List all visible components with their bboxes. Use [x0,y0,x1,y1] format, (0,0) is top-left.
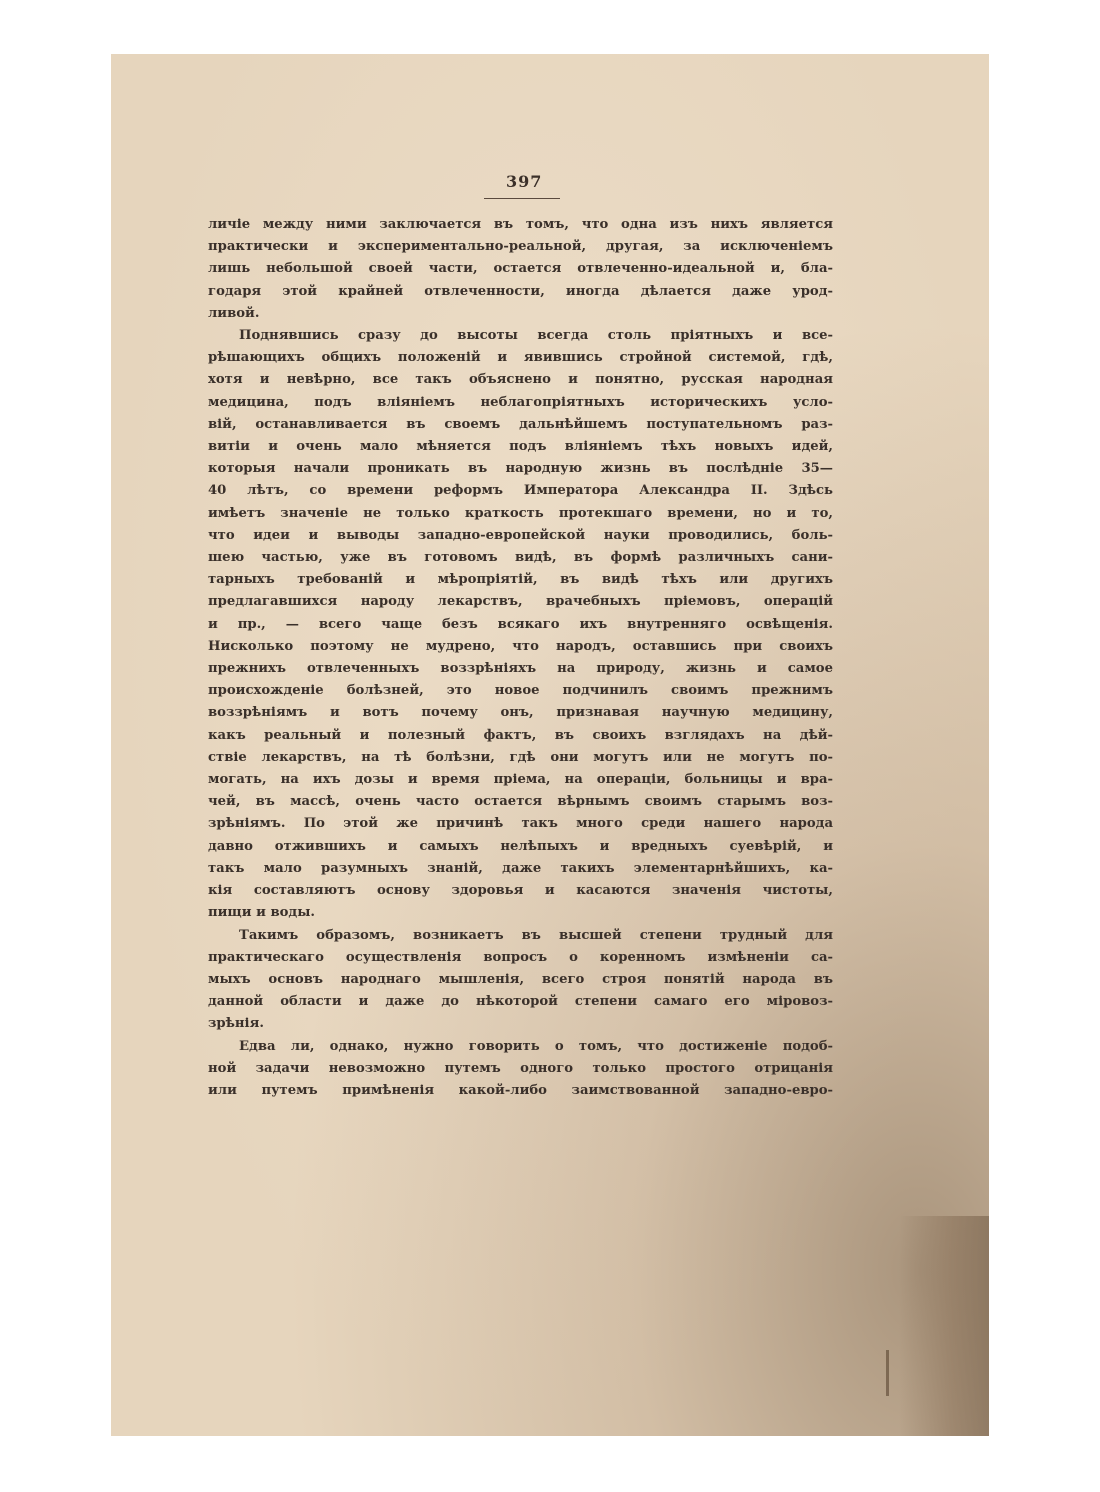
text-line: ствіе лекарствъ, на тѣ болѣзни, гдѣ они могутъ или не могутъ по- [208,749,833,765]
text-line: медицина, подъ вліяніемъ неблагопріятныхъ историческихъ усло- [208,394,833,410]
text-line: Едва ли, однако, нужно говорить о томъ, что достиженіе подоб- [239,1038,833,1054]
text-line: практическаго осуществленія вопросъ о коренномъ измѣненіи са- [208,949,833,965]
text-line: практически и экспериментально-реальной, другая, за исключеніемъ [208,239,833,255]
text-line: мыхъ основъ народнаго мышленія, всего строя понятій народа въ [208,971,833,987]
page-edge-mark [886,1350,889,1396]
text-line: давно отжившихъ и самыхъ нелѣпыхъ и вредныхъ суевѣрій, и [208,838,833,854]
text-line: тарныхъ требованій и мѣропріятій, въ видѣ тѣхъ или другихъ [208,572,833,588]
text-line: личіе между ними заключается въ томъ, что одна изъ нихъ является [208,217,833,232]
text-line: зрѣніямъ. По этой же причинѣ такъ много среди нашего народа [208,816,833,832]
text-line: витіи и очень мало мѣняется подъ вліяніемъ тѣхъ новыхъ идей, [208,439,833,455]
page-number: 397 [506,172,543,191]
body-text [208,214,833,1102]
text-line: данной области и даже до нѣкоторой степени самаго его міровоз- [208,994,833,1010]
text-line: ной задачи невозможно путемъ одного только простого отрицанія [208,1060,833,1076]
text-line: какъ реальный и полезный фактъ, въ своихъ взглядахъ на дѣй- [208,727,833,743]
text-line: воззрѣніямъ и вотъ почему онъ, признавая научную медицину, [208,705,833,721]
text-line: имѣетъ значеніе не только краткость протекшаго времени, но и то, [208,505,833,521]
text-line: ливой. [208,305,260,321]
text-line: прежнихъ отвлеченныхъ воззрѣніяхъ на природу, жизнь и самое [208,661,833,677]
scanned-page [111,54,989,1436]
text-line: предлагавшихся народу лекарствъ, врачебныхъ пріемовъ, операцій [208,594,833,610]
text-line: такъ мало разумныхъ знаній, даже такихъ элементарнѣйшихъ, ка- [208,860,833,876]
text-line: Такимъ образомъ, возникаетъ въ высшей степени трудный для [239,927,833,943]
text-line: вій, останавливается въ своемъ дальнѣйшемъ поступательномъ раз- [208,416,833,432]
text-line: или путемъ примѣненія какой-либо заимствованной западно-евро- [208,1082,833,1098]
text-line: чей, въ массѣ, очень часто остается вѣрнымъ своимъ старымъ воз- [208,794,833,810]
text-line: зрѣнія. [208,1016,264,1032]
text-line: лишь небольшой своей части, остается отвлеченно-идеальной и, бла- [208,261,833,277]
text-line: шею частью, уже въ готовомъ видѣ, въ формѣ различныхъ сани- [208,550,833,566]
text-line: могать, на ихъ дозы и время пріема, на операціи, больницы и вра- [208,772,833,788]
text-line: Нисколько поэтому не мудрено, что народъ, оставшись при своихъ [208,638,833,654]
page-stain [899,1216,989,1436]
text-line: кія составляютъ основу здоровья и касаются значенія чистоты, [208,883,833,899]
text-line: хотя и невѣрно, все такъ объяснено и понятно, русская народная [208,372,833,388]
text-line: 40 лѣтъ, со времени реформъ Императора Александра II. Здѣсь [208,483,833,499]
text-line: годаря этой крайней отвлеченности, иногда дѣлается даже урод- [208,283,833,299]
text-line: которыя начали проникать въ народную жизнь въ послѣдніе 35— [208,461,833,477]
text-line: происхожденіе болѣзней, это новое подчинилъ своимъ прежнимъ [208,683,833,699]
text-line: что идеи и выводы западно-европейской науки проводились, боль- [208,527,833,543]
page-number-rule [484,198,560,199]
text-line: пищи и воды. [208,905,316,921]
text-line: Поднявшись сразу до высоты всегда столь пріятныхъ и все- [239,328,833,344]
text-line: и пр., — всего чаще безъ всякаго ихъ внутренняго освѣщенія. [208,616,833,632]
text-line: рѣшающихъ общихъ положеній и явившись стройной системой, гдѣ, [208,350,833,366]
